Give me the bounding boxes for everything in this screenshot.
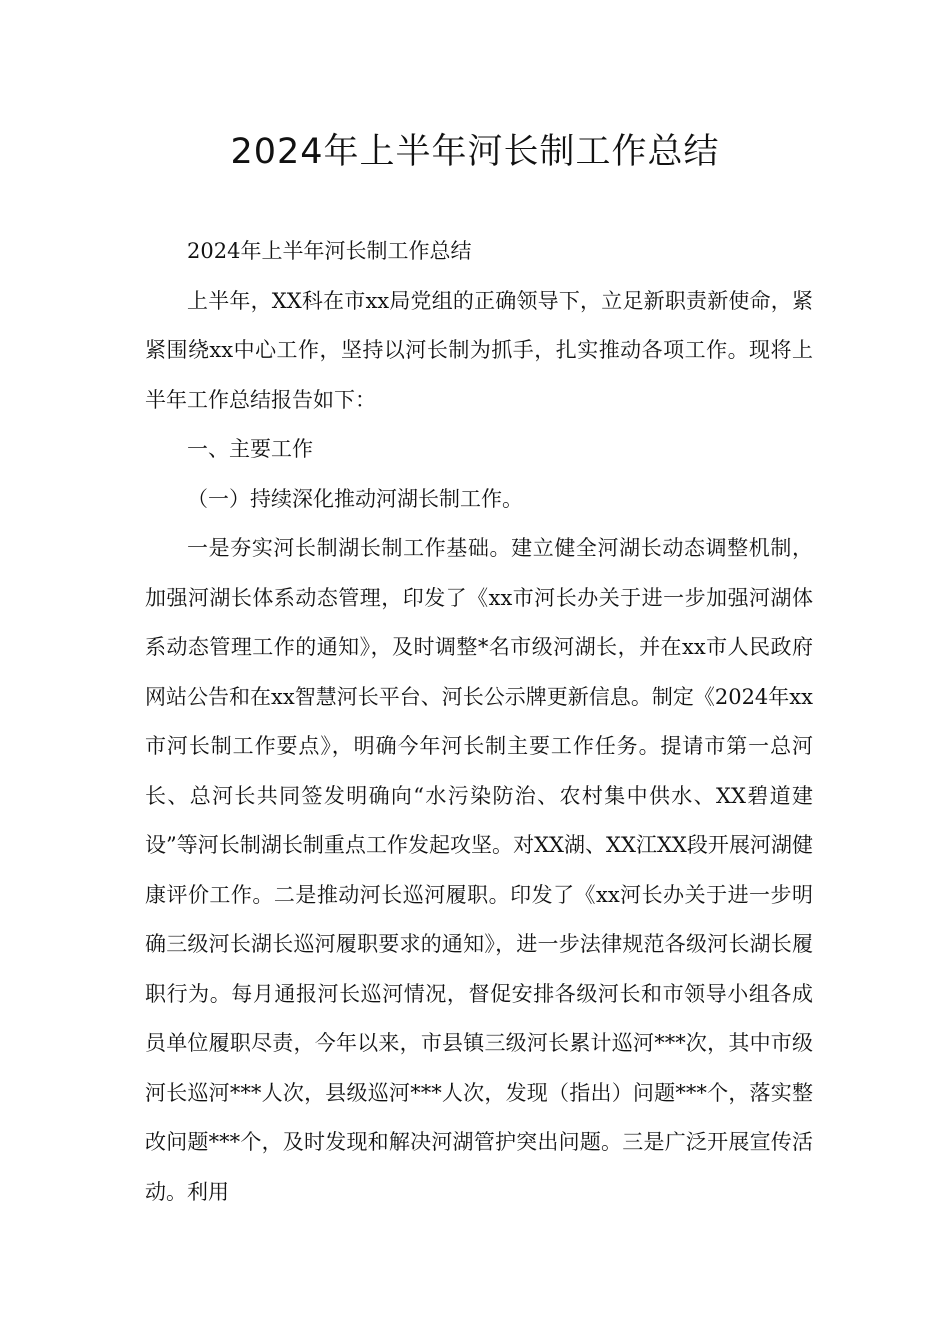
paragraph-heading-repeat: 2024年上半年河长制工作总结 bbox=[187, 239, 472, 263]
paragraph-intro: 上半年，XX科在市xx局党组的正确领导下，立足新职责新使命，紧紧围绕xx中心工作，坚持以河长制为抓手，扎实推动各项工作。现将上半年工作总结报告如下： bbox=[145, 288, 813, 412]
subsection-heading-river-lake-chief: （一）持续深化推动河湖长制工作。 bbox=[187, 486, 523, 511]
paragraph-main-body: 一是夯实河长制湖长制工作基础。建立健全河湖长动态调整机制，加强河湖长体系动态管理，印发了《xx市河长办关于进一步加强河湖体系动态管理工作的通知》，及时调整*名市级河湖长，并在xx市人民政府网站公告和在xx智慧河长平台、河长公示牌更新信息。制定《2024年xx市河长制工作要点》，明确今年河长制主要工作任务。提请市第一总河长、总河长共同签发明确向“水污染防治、农村集中供水、XX碧道建设”等河长制湖长制重点工作发起攻坚。对XX湖、XX江XX段开展河湖健康评价工作。二是推动河长巡河履职。印发了《xx河长办关于进一步明确三级河长湖长巡河履职要求的通知》，进一步法律规范各级河长湖长履职行为。每月通报河长巡河情况，督促安排各级河长和市领导小组各成员单位履职尽责，今年以来，市县镇三级河长累计巡河***次，其中市级河长巡河***人次，县级巡河***人次，发现（指出）问题***个，落实整改问题***个，及时发现和解决河湖管护突出问题。三是广泛开展宣传活动。利用 bbox=[145, 536, 813, 1204]
document-body bbox=[145, 227, 813, 1217]
section-heading-main-work: 一、主要工作 bbox=[187, 437, 313, 461]
document-title: 2024年上半年河长制工作总结 bbox=[230, 132, 720, 172]
